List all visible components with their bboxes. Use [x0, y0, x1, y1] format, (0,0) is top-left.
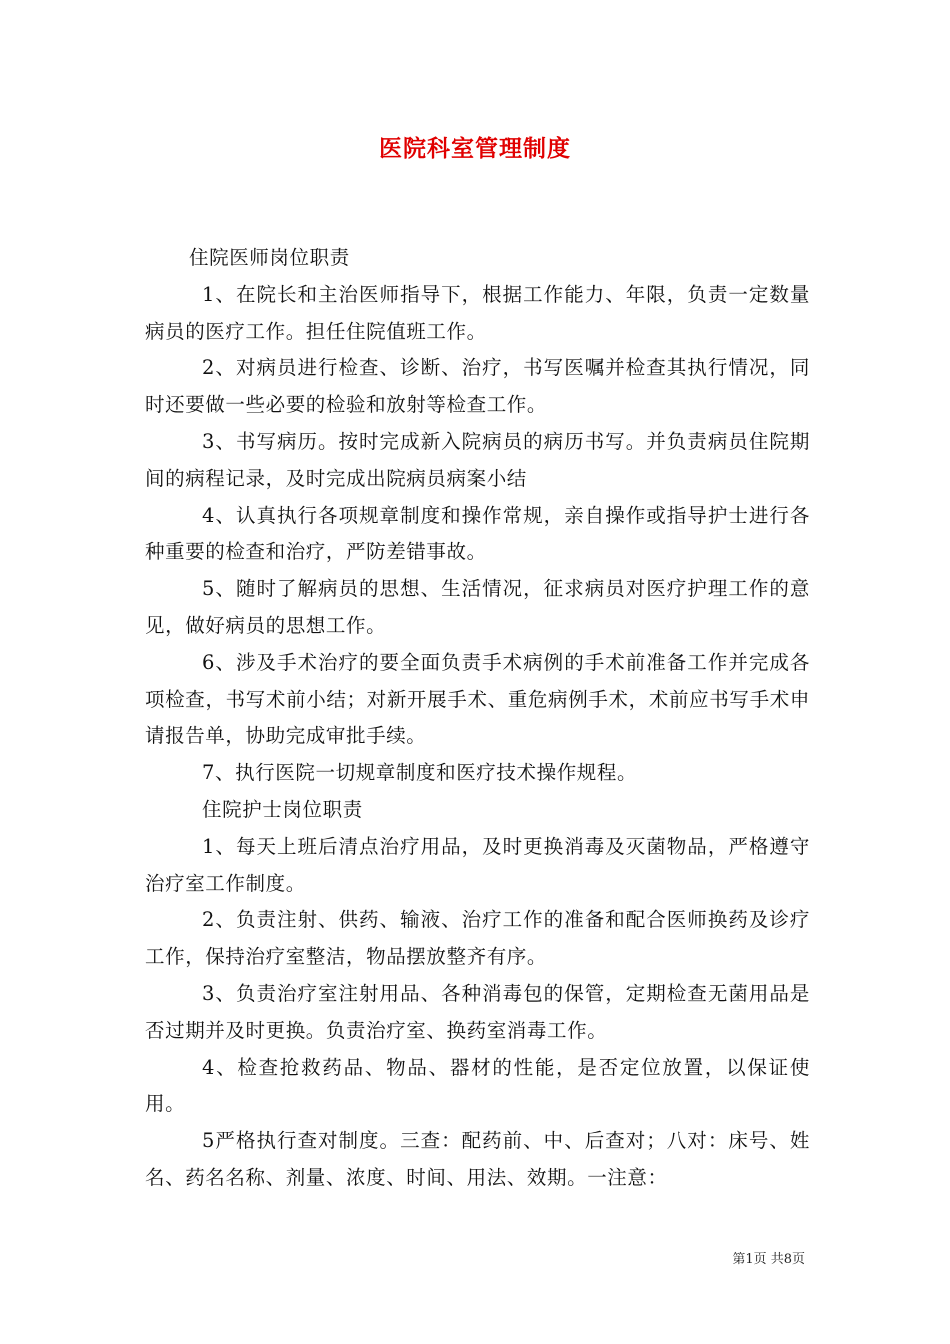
document-title: 医院科室管理制度 [379, 135, 571, 162]
paragraph: 4、认真执行各项规章制度和操作常规，亲自操作或指导护士进行各种重要的检查和治疗，严防差错事故。 [145, 503, 810, 564]
paragraph: 3、书写病历。按时完成新入院病员的病历书写。并负责病员住院期间的病程记录，及时完成出院病员病案小结 [145, 429, 810, 490]
paragraph: 2、对病员进行检查、诊断、治疗，书写医嘱并检查其执行情况，同时还要做一些必要的检验和放射等检查工作。 [145, 356, 810, 417]
paragraph: 1、每天上班后清点治疗用品，及时更换消毒及灭菌物品，严格遵守治疗室工作制度。 [145, 834, 810, 895]
paragraph: 4、检查抢救药品、物品、器材的性能，是否定位放置，以保证使用。 [145, 1055, 810, 1116]
paragraph: 5、随时了解病员的思想、生活情况，征求病员对医疗护理工作的意见，做好病员的思想工作。 [145, 577, 810, 637]
section-heading: 住院医师岗位职责 [189, 246, 350, 269]
section-heading: 住院护士岗位职责 [202, 797, 363, 821]
paragraph: 1、在院长和主治医师指导下，根据工作能力、年限，负责一定数量病员的医疗工作。担任住院值班工作。 [145, 282, 810, 343]
paragraph: 5严格执行查对制度。三查：配药前、中、后查对；八对：床号、姓名、药名名称、剂量、浓度、时间、用法、效期。一注意： [145, 1129, 810, 1189]
paragraph: 3、负责治疗室注射用品、各种消毒包的保管，定期检查无菌用品是否过期并及时更换。负责治疗室、换药室消毒工作。 [145, 981, 810, 1042]
document-body [145, 240, 810, 1197]
paragraph: 7、执行医院一切规章制度和医疗技术操作规程。 [202, 761, 638, 785]
paragraph: 6、涉及手术治疗的要全面负责手术病例的手术前准备工作并完成各项检查，书写术前小结；对新开展手术、重危病例手术，术前应书写手术申请报告单，协助完成审批手续。 [145, 650, 810, 748]
page-number-footer: 第1页 共8页 [732, 1252, 805, 1267]
paragraph: 2、负责注射、供药、输液、治疗工作的准备和配合医师换药及诊疗工作，保持治疗室整洁，物品摆放整齐有序。 [145, 908, 810, 969]
